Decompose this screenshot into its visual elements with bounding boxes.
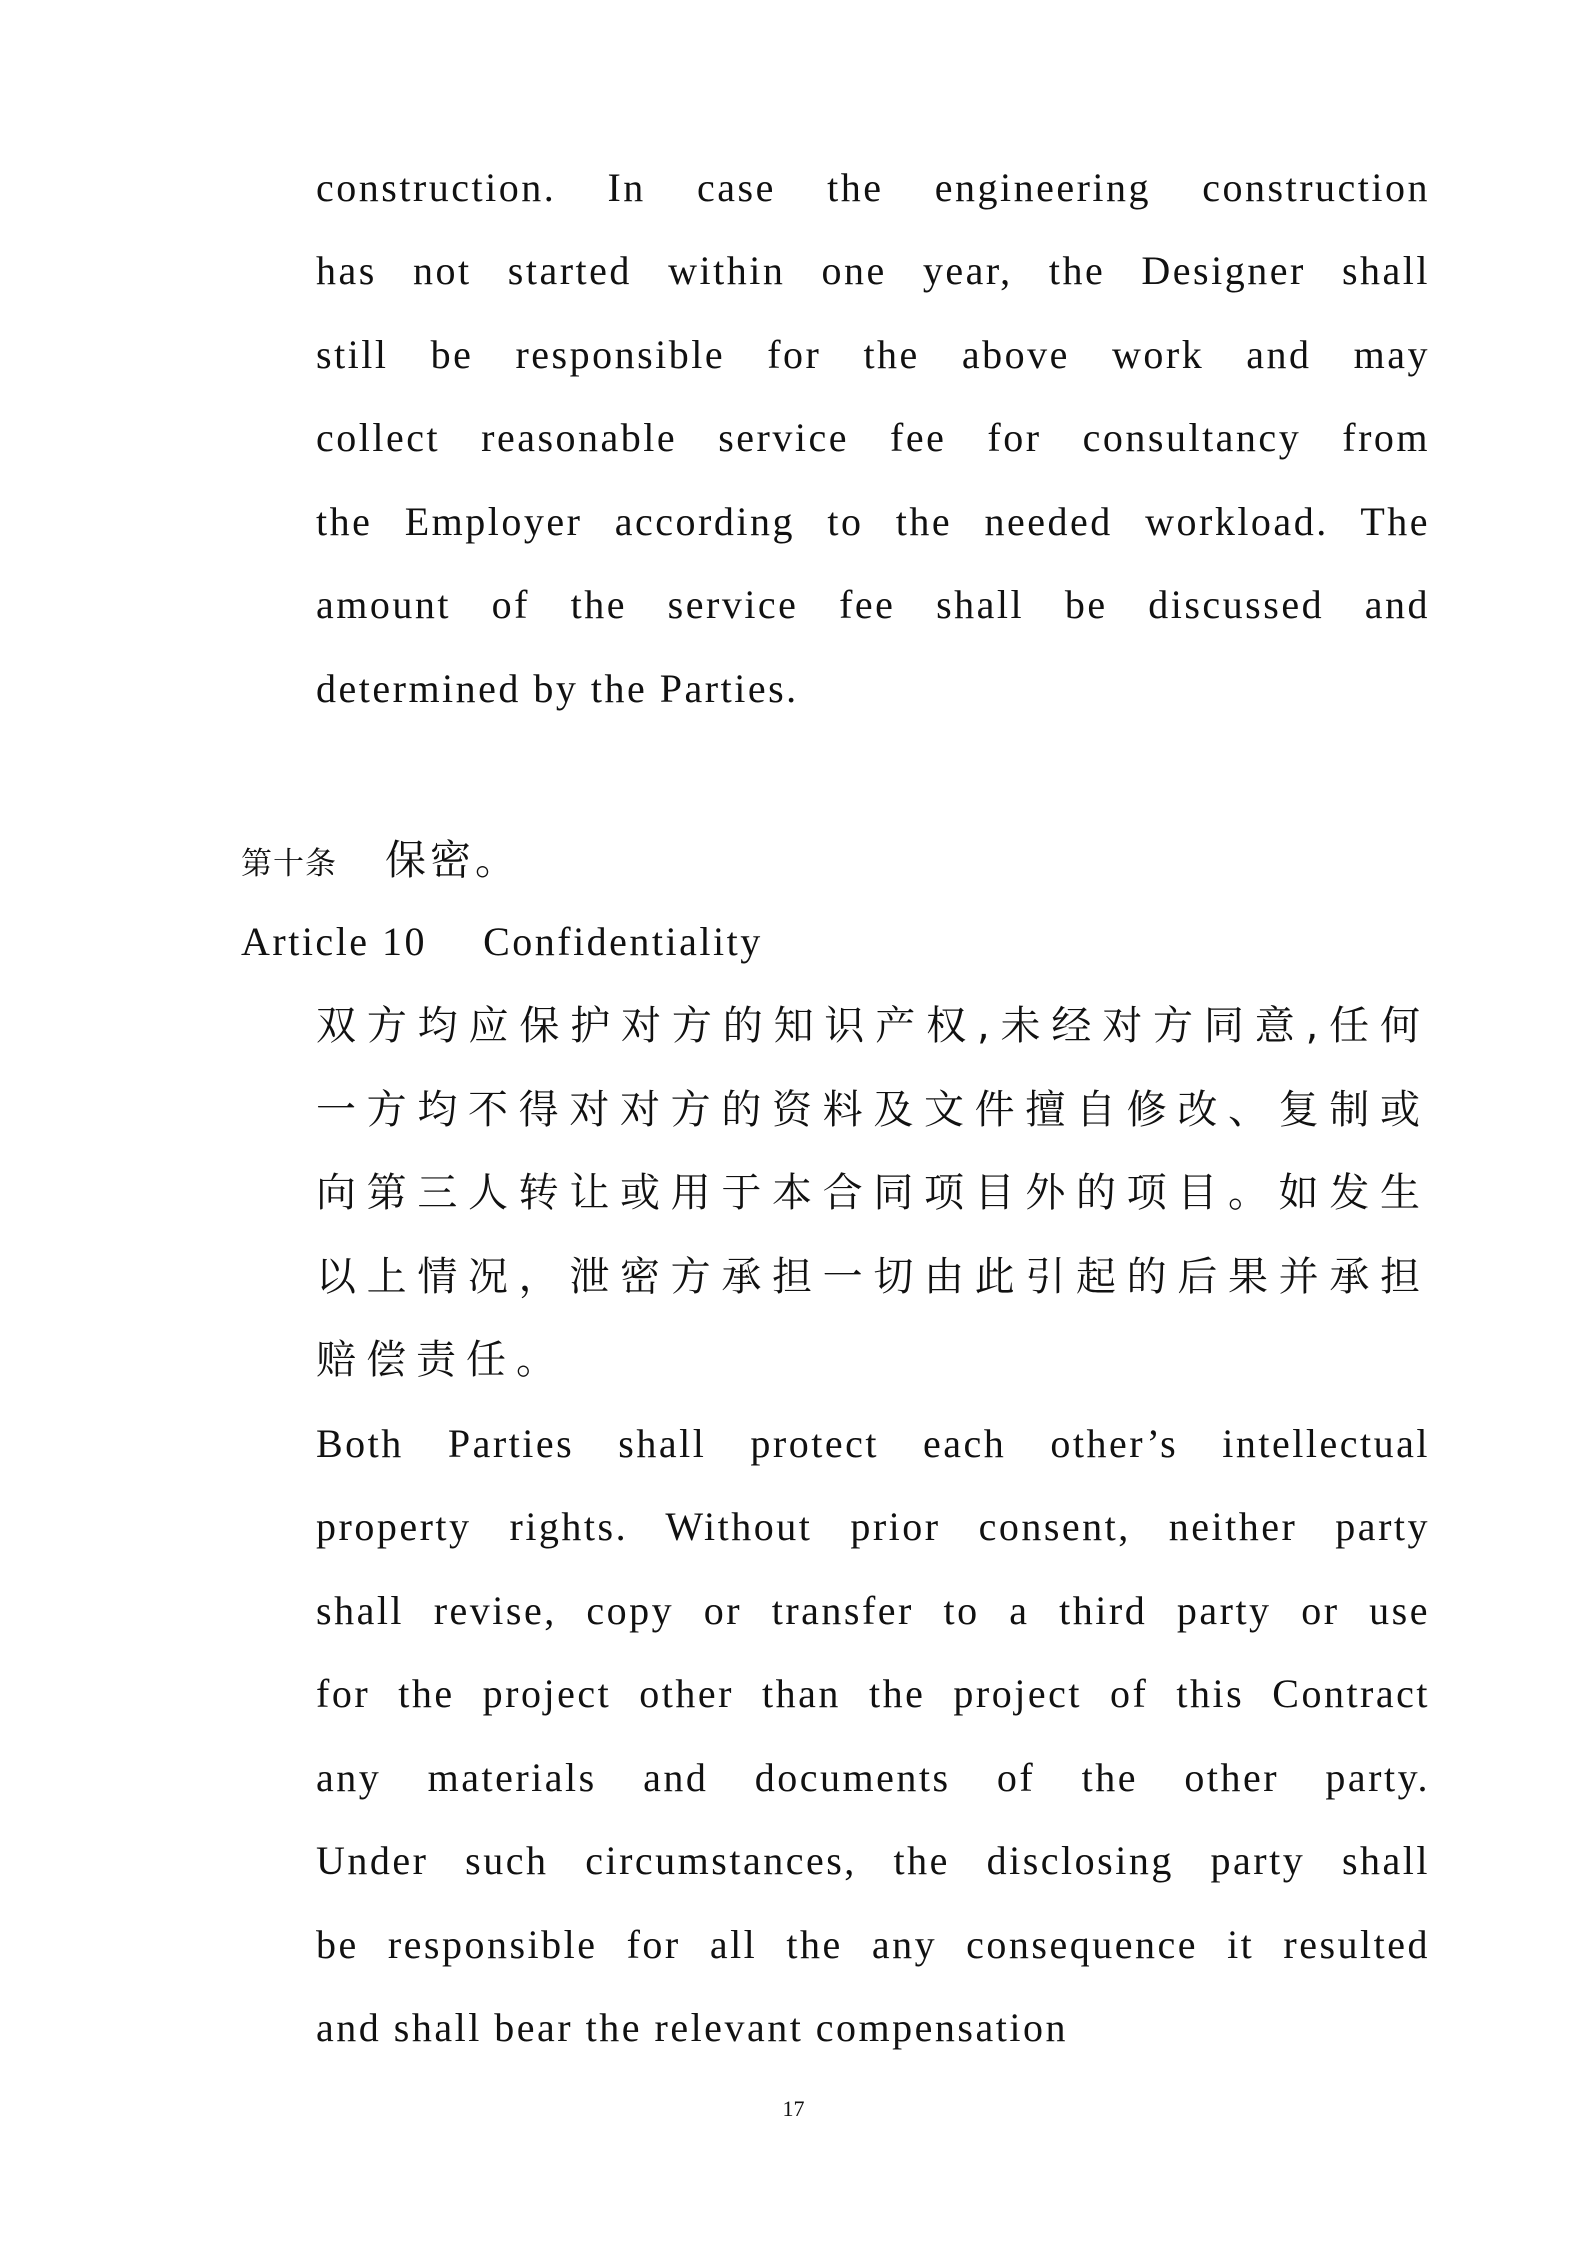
- paragraph-line-cn: 赔偿责任。: [316, 1337, 566, 1383]
- paragraph-line: be responsible for all the any consequence it resulted: [316, 1922, 1430, 1967]
- paragraph-line: collect reasonable service fee for consultancy from: [316, 415, 1430, 460]
- paragraph-line-cn: 以上情况，泄密方承担一切由此引起的后果并承担: [316, 1254, 1430, 1300]
- paragraph-line: Both Parties shall protect each other’s intellectual: [316, 1421, 1430, 1466]
- article-heading-cn: [241, 830, 520, 890]
- paragraph-line: the Employer according to the needed workload. The: [316, 499, 1430, 544]
- paragraph-line: determined by the Parties.: [316, 666, 799, 711]
- paragraph-line-cn: 一方均不得对对方的资料及文件擅自修改、复制或: [316, 1087, 1430, 1133]
- paragraph-line: construction. In case the engineering construction: [316, 165, 1430, 210]
- paragraph-line: Under such circumstances, the disclosing party shall: [316, 1838, 1430, 1883]
- paragraph-line: property rights. Without prior consent, neither party: [316, 1504, 1430, 1549]
- paragraph-line-cn: 向第三人转让或用于本合同项目外的项目。如发生: [316, 1170, 1430, 1216]
- article-title-en: Confidentiality: [483, 919, 763, 964]
- article-number-cn: 第十条: [241, 846, 337, 882]
- article-heading-en: [241, 912, 763, 972]
- article-number-en: Article 10: [241, 919, 428, 964]
- paragraph-line: has not started within one year, the Designer shall: [316, 248, 1430, 293]
- paragraph-line: shall revise, copy or transfer to a third party or use: [316, 1588, 1430, 1633]
- paragraph-line: for the project other than the project of this Contract: [316, 1671, 1430, 1716]
- paragraph-line-cn: 双方均应保护对方的知识产权,未经对方同意,任何: [316, 1003, 1430, 1049]
- paragraph-line: amount of the service fee shall be discussed and: [316, 582, 1430, 627]
- paragraph-line: any materials and documents of the other party.: [316, 1755, 1430, 1800]
- paragraph-line: still be responsible for the above work and may: [316, 332, 1430, 377]
- paragraph-line: and shall bear the relevant compensation: [316, 2005, 1068, 2050]
- article-title-cn: 保密。: [385, 836, 520, 884]
- page-number: 17: [782, 2096, 805, 2121]
